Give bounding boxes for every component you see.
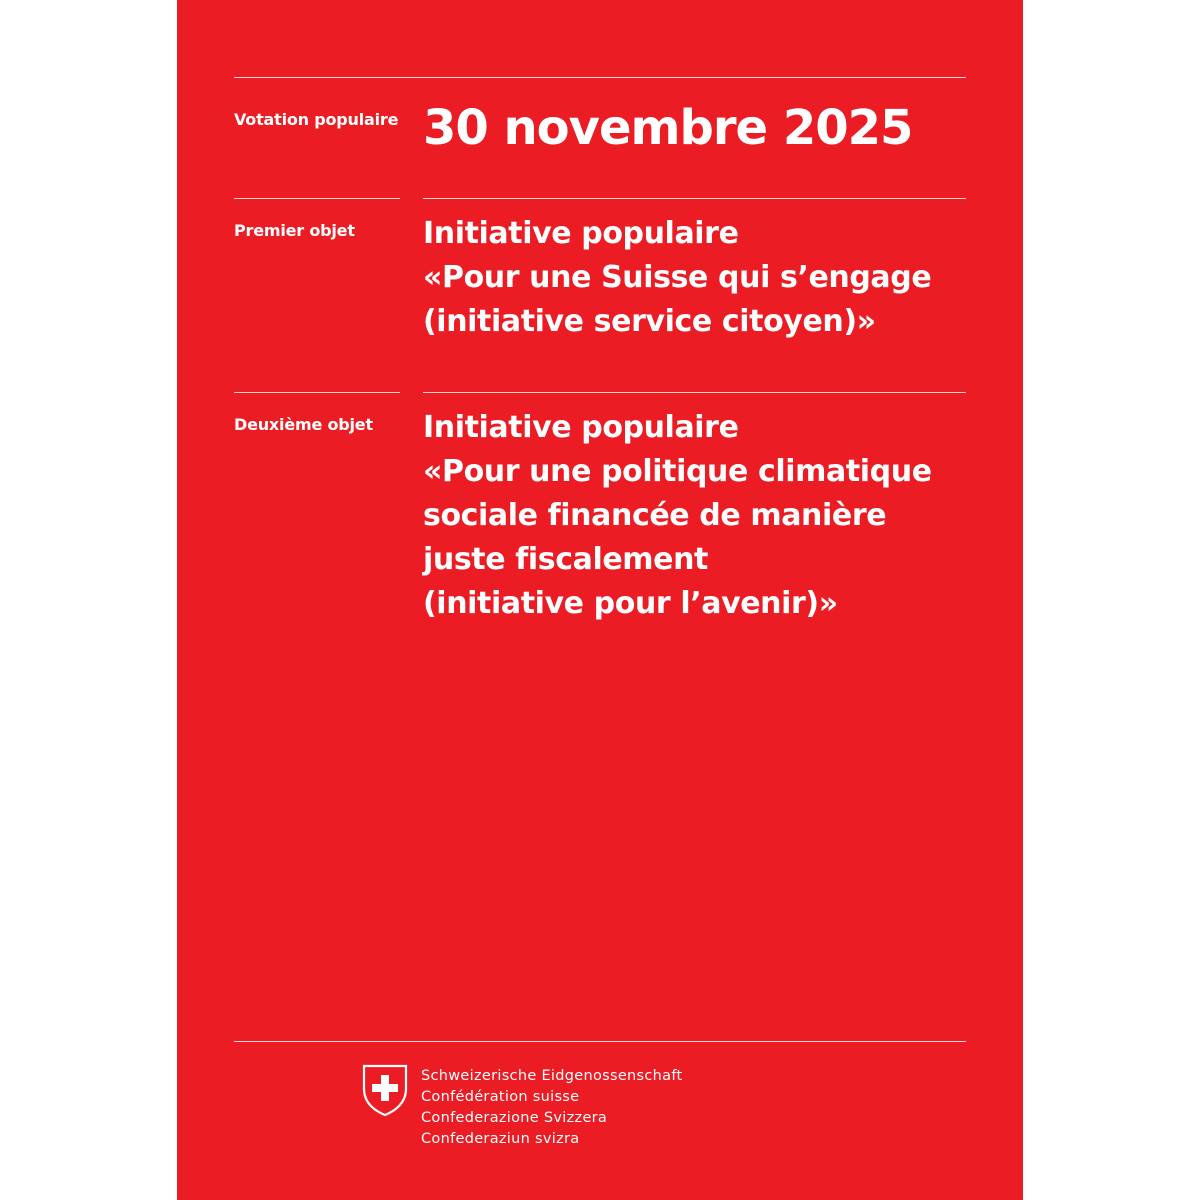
object2-title-line: Initiative populaire: [423, 410, 739, 445]
vote-type-label: Votation populaire: [234, 110, 399, 129]
object2-title-line: juste fiscalement: [423, 542, 708, 577]
object2-title-line: (initiative pour l’avenir)»: [423, 586, 838, 621]
footer-divider: [234, 1041, 966, 1042]
object2-title-divider: [423, 392, 966, 393]
object1-title-line: (initiative service citoyen)»: [423, 304, 876, 339]
object1-label: Premier objet: [234, 221, 355, 240]
confederation-name-it: Confederazione Svizzera: [421, 1110, 608, 1126]
object1-title-line: «Pour une Suisse qui s’engage: [423, 260, 932, 295]
object2-title: [423, 406, 932, 626]
brochure-cover: [177, 0, 1023, 1200]
confederation-name-fr: Confédération suisse: [421, 1089, 580, 1105]
confederation-name-de: Schweizerische Eidgenossenschaft: [421, 1068, 683, 1084]
vote-date: 30 novembre 2025: [423, 100, 913, 156]
confederation-name-rm: Confederaziun svizra: [421, 1131, 580, 1147]
object1-title: [423, 212, 931, 344]
object1-label-divider: [234, 198, 400, 199]
top-divider: [234, 77, 966, 78]
object1-title-line: Initiative populaire: [423, 216, 739, 251]
object1-title-divider: [423, 198, 966, 199]
object2-label: Deuxième objet: [234, 415, 373, 434]
swiss-shield-icon: [361, 1063, 409, 1117]
object2-title-line: sociale financée de manière: [423, 498, 887, 533]
object2-title-line: «Pour une politique climatique: [423, 454, 932, 489]
confederation-names: [421, 1066, 682, 1150]
object2-label-divider: [234, 392, 400, 393]
